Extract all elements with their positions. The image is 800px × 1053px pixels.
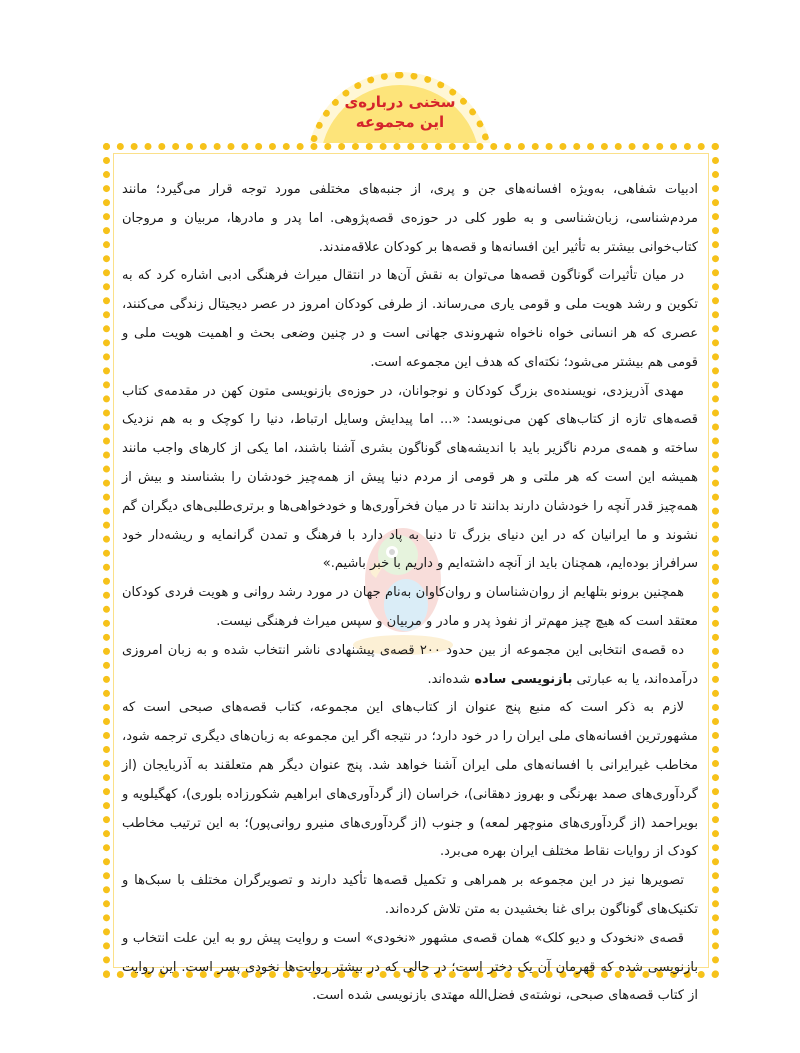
page-title	[320, 92, 480, 132]
paragraph-8: قصه‌ی «نخودک و دیو کلک» همان قصه‌ی مشهور «نخودی» است و روایت پیش رو به این علت انتخاب و بازنویسی شده که قهرمان آن یک دختر است؛ در حالی که در بیشتر روایت‌ها نخودی پسر است. این روایت از کتاب قصه‌های صبحی، نوشته‌ی فضل‌الله مهتدی بازنویسی شده است.	[122, 930, 698, 1004]
paragraph-7: تصویرها نیز در این مجموعه بر همراهی و تکمیل قصه‌ها تأکید دارند و تصویرگران مختلف با سبک‌ها و تکنیک‌های گوناگون برای غنا بخشیدن به متن تلاش کرده‌اند.	[122, 873, 698, 917]
paragraph-1: ادبیات شفاهی، به‌ویژه افسانه‌های جن و پری، از جنبه‌های مختلفی مورد توجه قرار می‌گیرد؛ مانند مردم‌شناسی، زبان‌شناسی و به طور کلی در حوزه‌ی قصه‌پژوهی. اما پدر و مادرها، مربیان و مروجان کتاب‌خوانی بیشتر به تأثیر این افسانه‌ها و قصه‌ها بر کودکان علاقه‌مندند.	[122, 182, 698, 255]
intro-text	[122, 176, 698, 1011]
paragraph-5-end: شده‌اند.	[427, 671, 471, 687]
paragraph-5-bold: بازنویسی ساده	[474, 671, 573, 687]
title-line-2: این مجموعه	[355, 113, 445, 131]
paragraph-5	[122, 637, 698, 695]
title-line-1: سخنی درباره‌ی	[344, 93, 456, 111]
paragraph-4: همچنین برونو بتلهایم از روان‌شناسان و روان‌کاوان به‌نام جهان در مورد رشد روانی و هویت فردی کودکان معتقد است که هیچ چیز مهم‌تر از نفوذ پدر و مادر و مربیان و سپس میراث فرهنگی نیست.	[122, 585, 698, 629]
paragraph-5-text: ده قصه‌ی انتخابی این مجموعه از بین حدود ۲۰۰ قصه‌ی پیشنهادی ناشر انتخاب شده و به زبان امروزی درآمده‌اند، یا به عبارتی	[122, 642, 698, 687]
paragraph-2: در میان تأثیرات گوناگون قصه‌ها می‌توان به نقش آن‌ها در انتقال میراث فرهنگی ادبی اشاره کرد که به تکوین و رشد هویت ملی و قومی یاری می‌رساند. از طرفی کودکان امروز در عصر دیجیتال زندگی می‌کنند، عصری که هر انسانی خواه ناخواه شهروندی جهانی است و در چنین وضعی بحث و اهمیت هویت ملی و قومی هم بیشتر می‌شود؛ نکته‌ای که هدف این مجموعه است.	[122, 268, 698, 370]
paragraph-3: مهدی آذریزدی، نویسنده‌ی بزرگ کودکان و نوجوانان، در حوزه‌ی بازنویسی متون کهن در مقدمه‌ی کتاب قصه‌های تازه از کتاب‌های کهن می‌نویسد: «... اما پیدایش وسایل ارتباط، دنیا را کوچک و به هم نزدیک ساخته و همه‌ی مردم ناگزیر باید با اندیشه‌های گوناگون بشری آشنا باشند، اما یکی از کارهای واجب مانند همیشه این است که هر ملتی و هر قومی از مردم دنیا پیش از همه‌چیز خودشان را بشناسند و بیش از همه‌چیز قدر آنچه را خودشان دارند بدانند تا در میان فخرآوری‌ها و خودخواهی‌ها و برتری‌طلبی‌های دیگران گم نشوند و ما ایرانیان که در این دنیای بزرگ تا دنیا به پاد دارد با فرهنگ و تمدن گرانمایه و ریشه‌دار خود سرافراز بوده‌ایم، همچنان باید از آنچه داشته‌ایم و داریم با خبر باشیم.»	[122, 383, 698, 572]
paragraph-6: لازم به ذکر است که منبع پنج عنوان از کتاب‌های این مجموعه، کتاب قصه‌های صبحی است که مشهورترین افسانه‌های ملی ایران را در خود دارد؛ در نتیجه اگر این مجموعه به زبان‌های دیگری ترجمه شود، مخاطب غیرایرانی با افسانه‌های ملی ایران آشنا خواهد شد. پنج عنوان دیگر هم متعلقند به آذربایجان (از گردآوری‌های صمد بهرنگی و بهروز دهقانی)، خراسان (از گردآوری‌های ابراهیم شکورزاده بلوری)، کهگیلویه و بویراحمد (از گردآوری‌های منوچهر لمعه) و جنوب (از گردآوری‌های منیرو روانی‌پور)؛ به این ترتیب مخاطب کودک از روایات نقاط مختلف ایران بهره می‌برد.	[122, 700, 698, 860]
